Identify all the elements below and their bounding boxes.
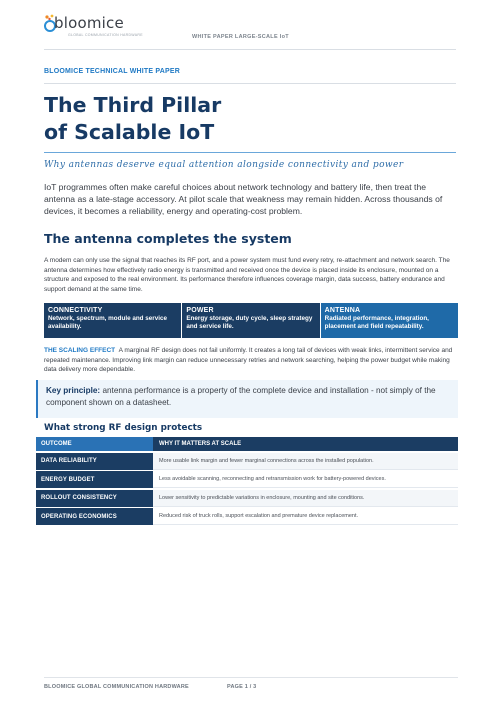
pillars-banner: [44, 303, 458, 338]
pillar-heading: CONNECTIVITY: [48, 307, 103, 314]
pillar-antenna: [320, 303, 458, 338]
title-divider: [44, 152, 456, 153]
row-outcome: DATA RELIABILITY: [36, 453, 153, 470]
kicker-divider: [44, 83, 456, 84]
table-row: [36, 453, 458, 470]
key-principle-label: Key principle:: [46, 386, 101, 395]
logo-tagline: GLOBAL COMMUNICATION HARDWARE: [68, 33, 143, 37]
row-outcome: OPERATING ECONOMICS: [36, 508, 153, 525]
table-row: [36, 471, 458, 488]
page-subtitle: Why antennas deserve equal attention alongside connectivity and power: [44, 160, 404, 170]
intro-paragraph: IoT programmes often make careful choices about network technology and battery life, then treat the antenna as a late-stage accessory. At pilot scale that weakness may remain hidden. Across thousands of devices, it becomes a reliability, energy and operating-cost problem.: [44, 182, 443, 216]
key-principle-callout: [36, 380, 458, 418]
page-header: [44, 12, 456, 42]
row-why: Lower sensitivity to predictable variations in enclosure, mounting and site conditions.: [153, 490, 458, 507]
key-principle-text: antenna performance is a property of the complete device and installation - not simply of the component shown on a datasheet.: [46, 386, 436, 407]
pillar-text: Energy storage, duty cycle, sleep strategy and service life.: [186, 315, 313, 331]
bloomice-logo: [44, 12, 194, 42]
header-divider: [44, 49, 456, 50]
column-header-why: WHY IT MATTERS AT SCALE: [153, 437, 458, 451]
row-why: Reduced risk of truck rolls, support escalation and premature device replacement.: [153, 508, 458, 525]
row-outcome: ROLLOUT CONSISTENCY: [36, 490, 153, 507]
section-heading: The antenna completes the system: [44, 231, 292, 246]
pillar-heading: POWER: [186, 307, 214, 314]
table-heading: What strong RF design protects: [44, 423, 203, 433]
pillar-connectivity: [44, 303, 181, 338]
column-header-outcome: OUTCOME: [36, 437, 153, 451]
document-label: WHITE PAPER LARGE-SCALE IoT: [192, 34, 289, 40]
footer-page-number: PAGE 1 / 3: [227, 684, 257, 690]
footer-company: BLOOMICE GLOBAL COMMUNICATION HARDWARE: [44, 684, 189, 690]
pillar-heading: ANTENNA: [324, 307, 361, 314]
page-title: [44, 92, 221, 146]
section-body: A modem can only use the signal that reaches its RF port, and a power system must fund every retry, re-attachment and network search. The antenna determines how effectively radio energy is transmitted and received once the device is placed inside its enclosure, mounted on a structure and exposed to the real environment. Its performance therefore influences coverage margin, data success, battery endurance and support demand at the same time.: [44, 257, 450, 293]
title-line-1: The Third Pillar: [44, 93, 222, 117]
row-why: More usable link margin and fewer marginal connections across the installed population.: [153, 453, 458, 470]
table-row: [36, 508, 458, 525]
pillar-text: Network, spectrum, module and service availability.: [48, 315, 167, 331]
footer-divider: [44, 677, 458, 678]
kicker-label: BLOOMICE TECHNICAL WHITE PAPER: [44, 68, 181, 75]
pillar-power: [181, 303, 319, 338]
pillar-text: Radiated performance, integration, placement and field repeatability.: [324, 315, 429, 331]
outcomes-table: [36, 437, 458, 527]
table-row: [36, 490, 458, 507]
scaling-effect-label: THE SCALING EFFECT: [44, 347, 116, 354]
row-why: Less avoidable scanning, reconnecting and retransmission work for battery-powered devices.: [153, 471, 458, 488]
logo-wordmark: bloomice: [54, 14, 124, 32]
row-outcome: ENERGY BUDGET: [36, 471, 153, 488]
scaling-effect-paragraph: [44, 346, 458, 375]
title-line-2: of Scalable IoT: [44, 120, 215, 144]
table-header-row: [36, 437, 458, 451]
scaling-effect-text: A marginal RF design does not fail uniformly. It creates a long tail of devices with weak links, intermittent service and repeated maintenance. Improving link margin can reduce unnecessary retries and network searching, helping the power budget while making data delivery more dependable.: [44, 347, 453, 374]
